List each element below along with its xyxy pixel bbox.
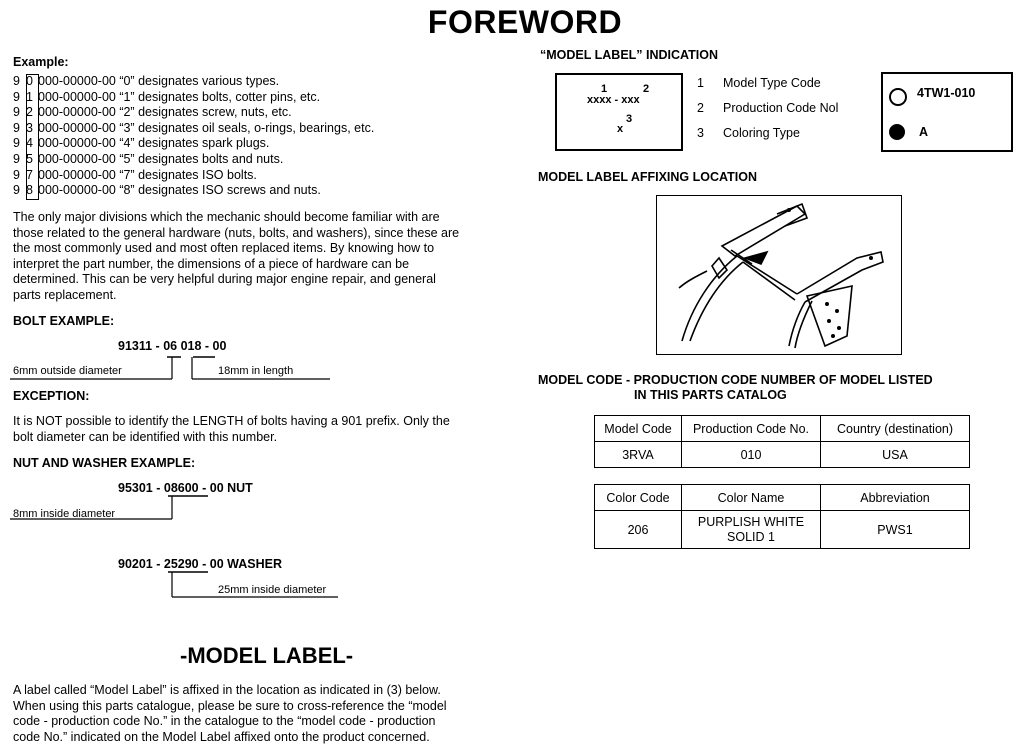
digit-box (26, 74, 39, 200)
intro-paragraph: The only major divisions which the mechanic should become familiar with are those related to the general hardware (nuts, bolts, and washers), since these are the most commonly used and most often replaced items. By knowing how to interpret the part number, the dimensions of a piece of hardware can be determined. This can be very helpful during major engine repair, and general parts replacement. (13, 210, 460, 302)
label-code-pattern: xxxx - xxx (587, 94, 640, 106)
example-description: 000-00000-00 “7” designates ISO bolts. (38, 167, 257, 182)
example-row (13, 90, 513, 106)
example-description: 000-00000-00 “2” designates screw, nuts, etc. (38, 105, 292, 120)
table2-cell-color-name: PURPLISH WHITE SOLID 1 (682, 511, 821, 549)
bolt-label-diameter: 6mm outside diameter (13, 365, 122, 377)
example-description: 000-00000-00 “8” designates ISO screws and nuts. (38, 183, 321, 198)
example-description: 000-00000-00 “5” designates bolts and nuts. (38, 151, 284, 166)
example-digit-1: 9 (13, 183, 20, 198)
example-row (13, 105, 513, 121)
label-number-3: 3 (626, 113, 633, 125)
table2-header-color-name: Color Name (682, 485, 821, 511)
model-label-indication-heading: “MODEL LABEL” INDICATION (540, 48, 719, 62)
table2-header-abbreviation: Abbreviation (821, 485, 970, 511)
table1-cell-country: USA (821, 442, 970, 468)
model-label-text: A label called “Model Label” is affixed in the location as indicated in (3) below. When using this parts catalogue, please be sure to cross-reference the “model code - production code No.” in the catalogue to the “model code - production code No.” indicated on the Model Label affixed onto the product concerned. (13, 683, 447, 744)
example-digit-2: 3 (26, 120, 33, 135)
table2-header-color-code: Color Code (595, 485, 682, 511)
example-description: 000-00000-00 “1” designates bolts, cotter pins, etc. (38, 89, 321, 104)
example-heading: Example: (13, 55, 69, 69)
frame-drawing (657, 196, 901, 354)
example-digit-1: 9 (13, 136, 20, 151)
nut-label-diameter: 8mm inside diameter (13, 508, 116, 520)
example-digit-1: 9 (13, 105, 20, 120)
affixing-location-heading: MODEL LABEL AFFIXING LOCATION (538, 170, 757, 184)
model-label-sample-box (555, 73, 683, 151)
bolt-example-heading: BOLT EXAMPLE: (13, 314, 115, 328)
example-description: 000-00000-00 “3” designates oil seals, o-rings, bearings, etc. (38, 120, 375, 135)
label-number-2: 2 (643, 83, 650, 95)
table1-cell-model-code: 3RVA (595, 442, 682, 468)
model-code-heading-line2: IN THIS PARTS CATALOG (634, 388, 787, 402)
example-digit-2: 2 (26, 105, 33, 120)
nut-washer-heading: NUT AND WASHER EXAMPLE: (13, 456, 196, 470)
model-label-heading: -MODEL LABEL- (180, 643, 354, 668)
empty-circle-icon (889, 88, 907, 106)
table1-header-production-code: Production Code No. (682, 416, 821, 442)
filled-circle-icon (889, 124, 905, 140)
model-code-table (594, 415, 970, 468)
exception-text: It is NOT possible to identify the LENGTH of bolts having a 901 prefix. Only the bolt diameter can be identified with this number. (13, 414, 450, 444)
table2-cell-abbreviation: PWS1 (821, 511, 970, 549)
example-list (13, 74, 513, 199)
example-description: 000-00000-00 “4” designates spark plugs. (38, 136, 270, 151)
example-row (13, 183, 513, 199)
example-row (13, 74, 513, 90)
table1-header-country: Country (destination) (821, 416, 970, 442)
color-code-table (594, 484, 970, 549)
example-digit-2: 1 (26, 89, 33, 104)
example-digit-1: 9 (13, 74, 20, 88)
bolt-part-number: 91311 - 06 018 - 00 (118, 339, 227, 353)
label-legend: 1 Model Type Code 2 Production Code Nol 3 Coloring Type (697, 76, 839, 140)
example-row (13, 136, 513, 152)
example-digit-1: 9 (13, 151, 20, 166)
sample-model-code: 4TW1-010 (917, 86, 976, 100)
sample-color-code: A (919, 125, 929, 139)
example-row (13, 121, 513, 137)
example-digit-2: 5 (26, 151, 33, 166)
table2-cell-color-code: 206 (595, 511, 682, 549)
example-digit-2: 0 (26, 74, 33, 88)
example-digit-1: 9 (13, 167, 20, 182)
label-color-pattern: x (617, 123, 624, 135)
sample-label-box (881, 72, 1013, 152)
example-description: 000-00000-00 “0” designates various types. (38, 74, 280, 88)
page-title: FOREWORD (427, 4, 623, 40)
washer-label-diameter: 25mm inside diameter (218, 584, 327, 596)
label-number-1: 1 (601, 83, 608, 95)
washer-part-number: 90201 - 25290 - 00 WASHER (118, 557, 282, 571)
bolt-label-length: 18mm in length (218, 365, 294, 377)
nut-part-number: 95301 - 08600 - 00 NUT (118, 481, 253, 495)
table1-cell-production-code: 010 (682, 442, 821, 468)
example-digit-2: 7 (26, 167, 33, 182)
example-row (13, 168, 513, 184)
model-code-heading-line1: MODEL CODE - PRODUCTION CODE NUMBER OF MODEL LISTED (538, 373, 933, 387)
example-digit-2: 8 (26, 183, 33, 198)
affixing-location-illustration (656, 195, 902, 355)
example-digit-2: 4 (26, 136, 33, 151)
example-digit-1: 9 (13, 120, 20, 135)
exception-heading: EXCEPTION: (13, 389, 90, 403)
example-row (13, 152, 513, 168)
example-digit-1: 9 (13, 89, 20, 104)
table1-header-model-code: Model Code (595, 416, 682, 442)
